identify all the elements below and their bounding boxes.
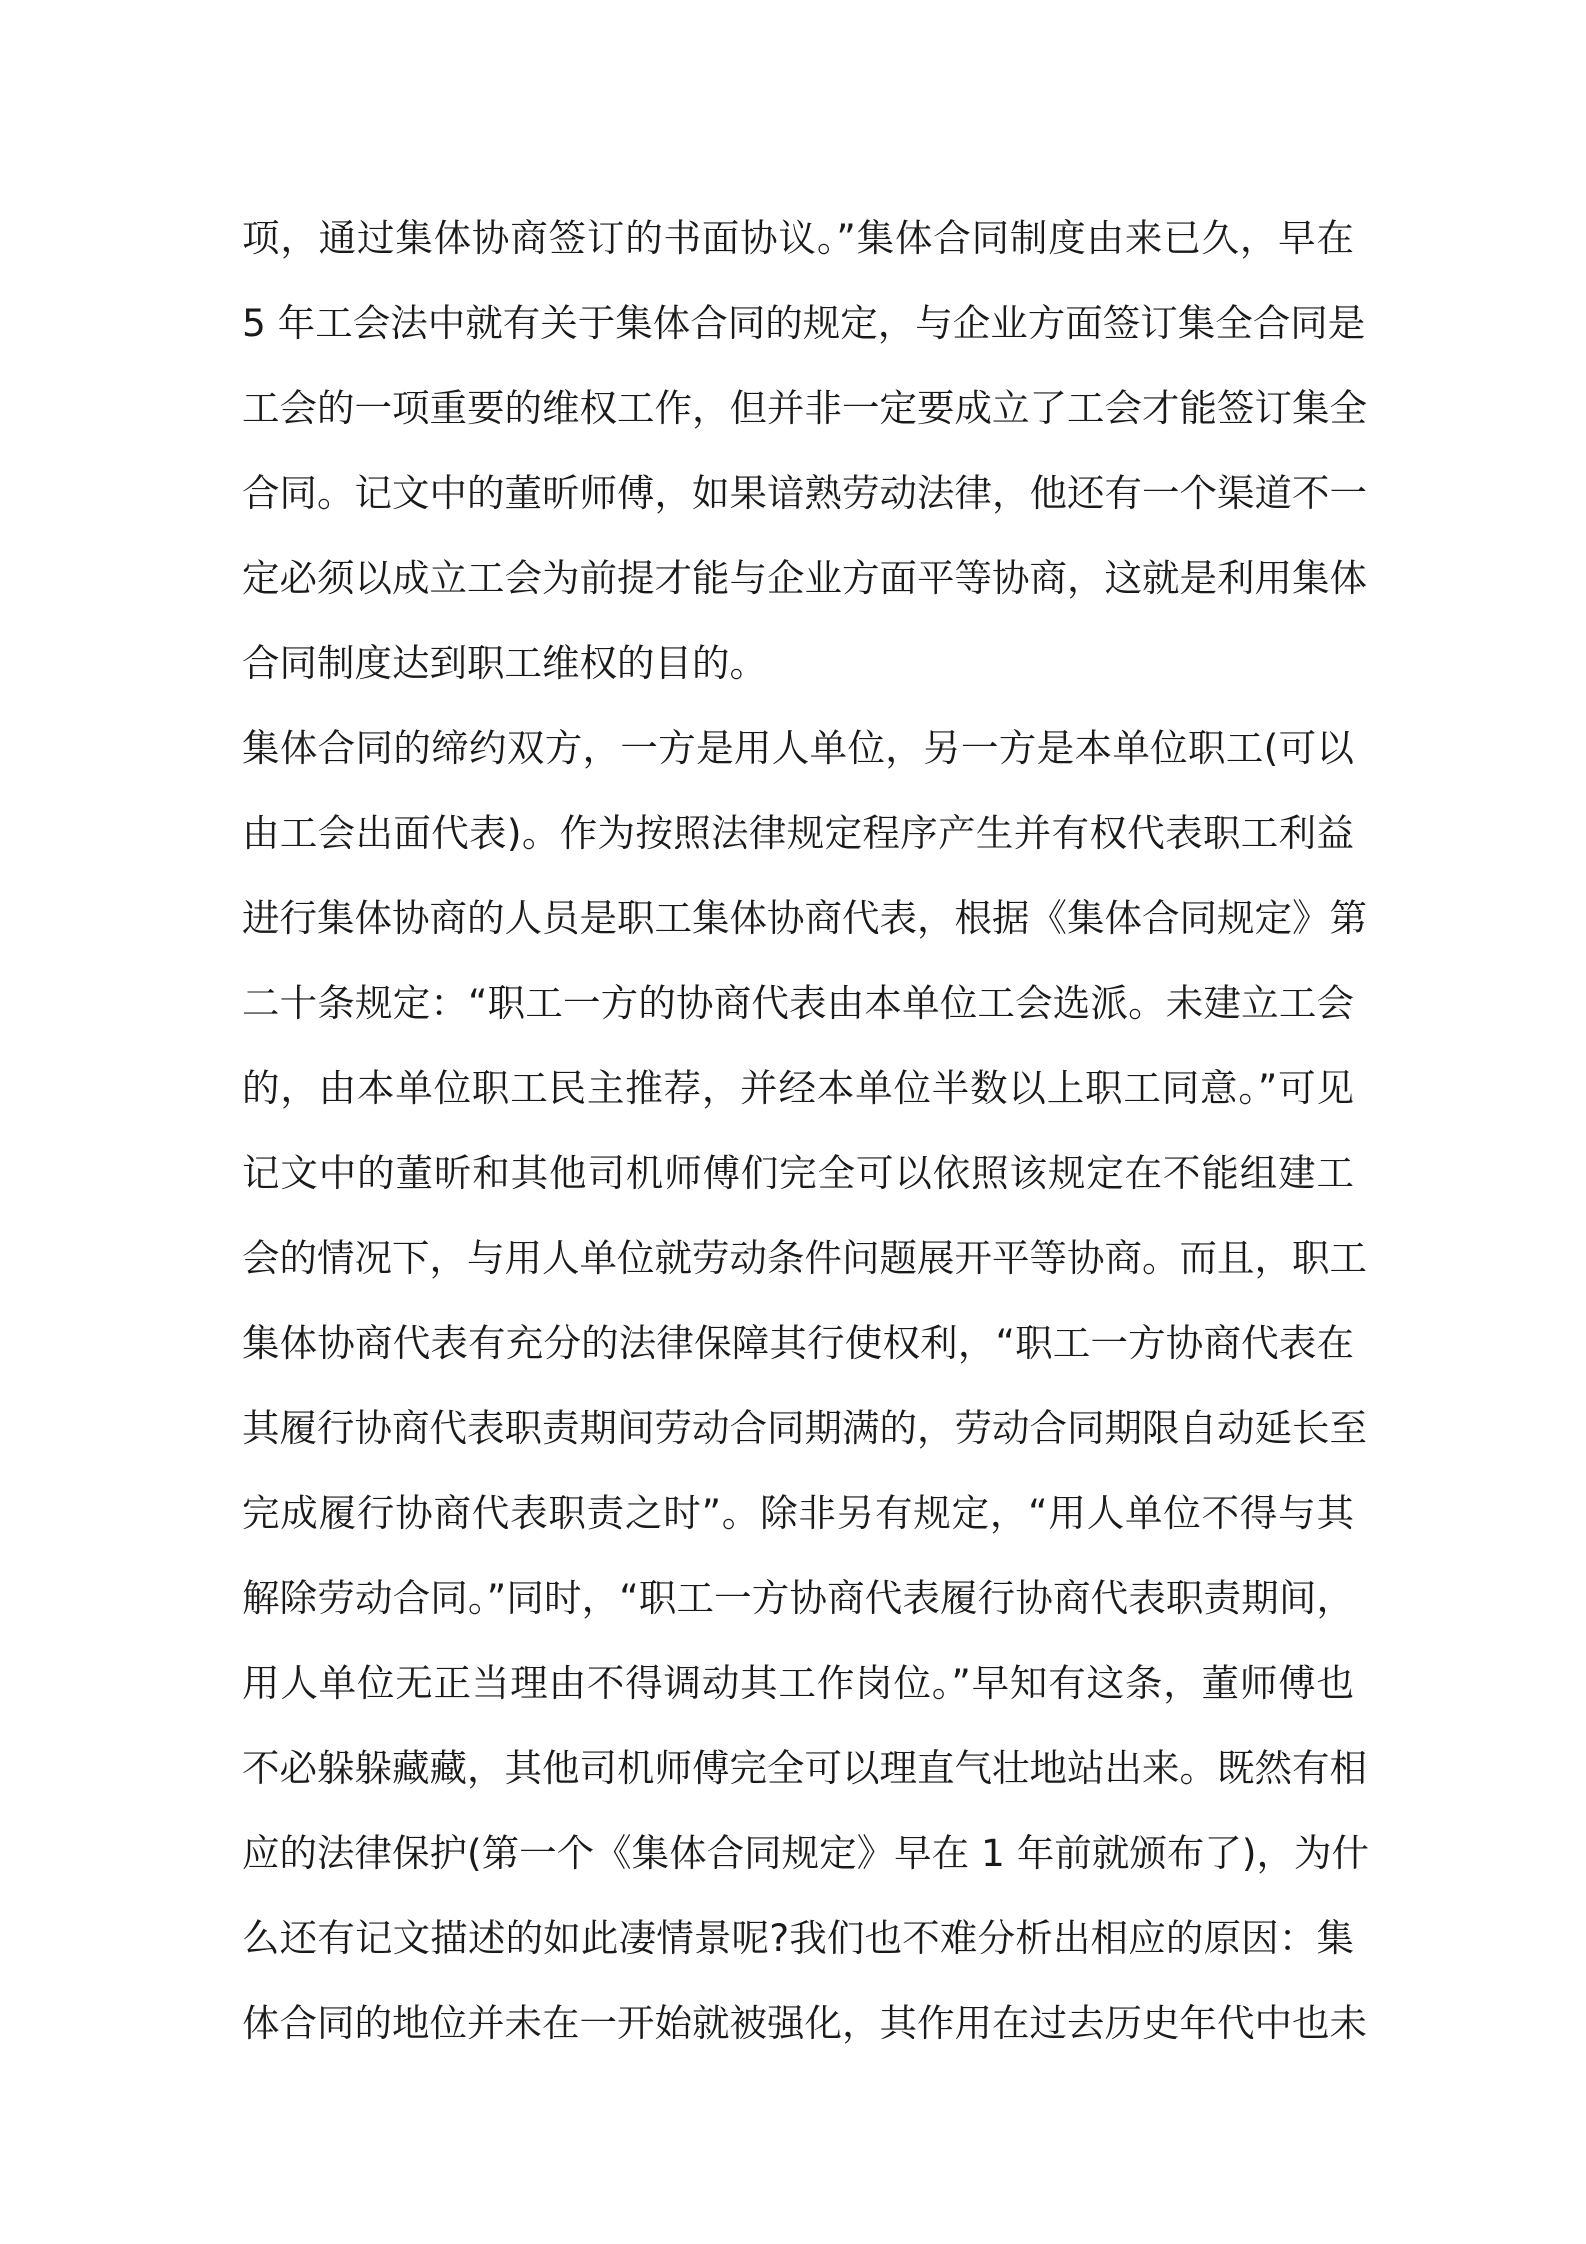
text-line: 应的法律保护(第一个《集体合同规定》早在 1 年前就颁布了)，为什 — [242, 1831, 1369, 1875]
text-line: 完成履行协商代表职责之时”。除非另有规定，“用人单位不得与其 — [242, 1491, 1354, 1535]
text-line: 集体合同的缔约双方，一方是用人单位，另一方是本单位职工(可以 — [242, 726, 1354, 770]
text-line: 会的情况下，与用人单位就劳动条件问题展开平等协商。而且，职工 — [242, 1236, 1367, 1280]
body-text — [242, 196, 1369, 2066]
text-line: 不必躲躲藏藏，其他司机师傅完全可以理直气壮地站出来。既然有相 — [242, 1746, 1367, 1790]
text-line: 体合同的地位并未在一开始就被强化，其作用在过去历史年代中也未 — [242, 2001, 1367, 2045]
text-line: 的，由本单位职工民主推荐，并经本单位半数以上职工同意。”可见 — [242, 1066, 1354, 1110]
text-line: 记文中的董昕和其他司机师傅们完全可以依照该规定在不能组建工 — [242, 1151, 1354, 1195]
text-line: 定必须以成立工会为前提才能与企业方面平等协商，这就是利用集体 — [242, 556, 1367, 600]
text-line: 解除劳动合同。”同时，“职工一方协商代表履行协商代表职责期间， — [242, 1576, 1354, 1620]
text-line: 项，通过集体协商签订的书面协议。”集体合同制度由来已久，早在 — [242, 216, 1354, 260]
text-line: 合同。记文中的董昕师傅，如果谙熟劳动法律，他还有一个渠道不一 — [242, 471, 1367, 515]
text-line: 工会的一项重要的维权工作，但并非一定要成立了工会才能签订集全 — [242, 386, 1367, 430]
text-line: 么还有记文描述的如此凄情景呢?我们也不难分析出相应的原因：集 — [242, 1916, 1354, 1960]
text-line: 其履行协商代表职责期间劳动合同期满的，劳动合同期限自动延长至 — [242, 1406, 1367, 1450]
text-line: 进行集体协商的人员是职工集体协商代表，根据《集体合同规定》第 — [242, 896, 1367, 940]
text-line: 合同制度达到职工维权的目的。 — [242, 641, 767, 685]
text-line: 5 年工会法中就有关于集体合同的规定，与企业方面签订集全合同是 — [242, 301, 1366, 345]
text-line: 集体协商代表有充分的法律保障其行使权利，“职工一方协商代表在 — [242, 1321, 1354, 1365]
text-line: 二十条规定：“职工一方的协商代表由本单位工会选派。未建立工会 — [242, 981, 1354, 1025]
text-line: 用人单位无正当理由不得调动其工作岗位。”早知有这条，董师傅也 — [242, 1661, 1354, 1705]
text-line: 由工会出面代表)。作为按照法律规定程序产生并有权代表职工利益 — [242, 811, 1354, 855]
